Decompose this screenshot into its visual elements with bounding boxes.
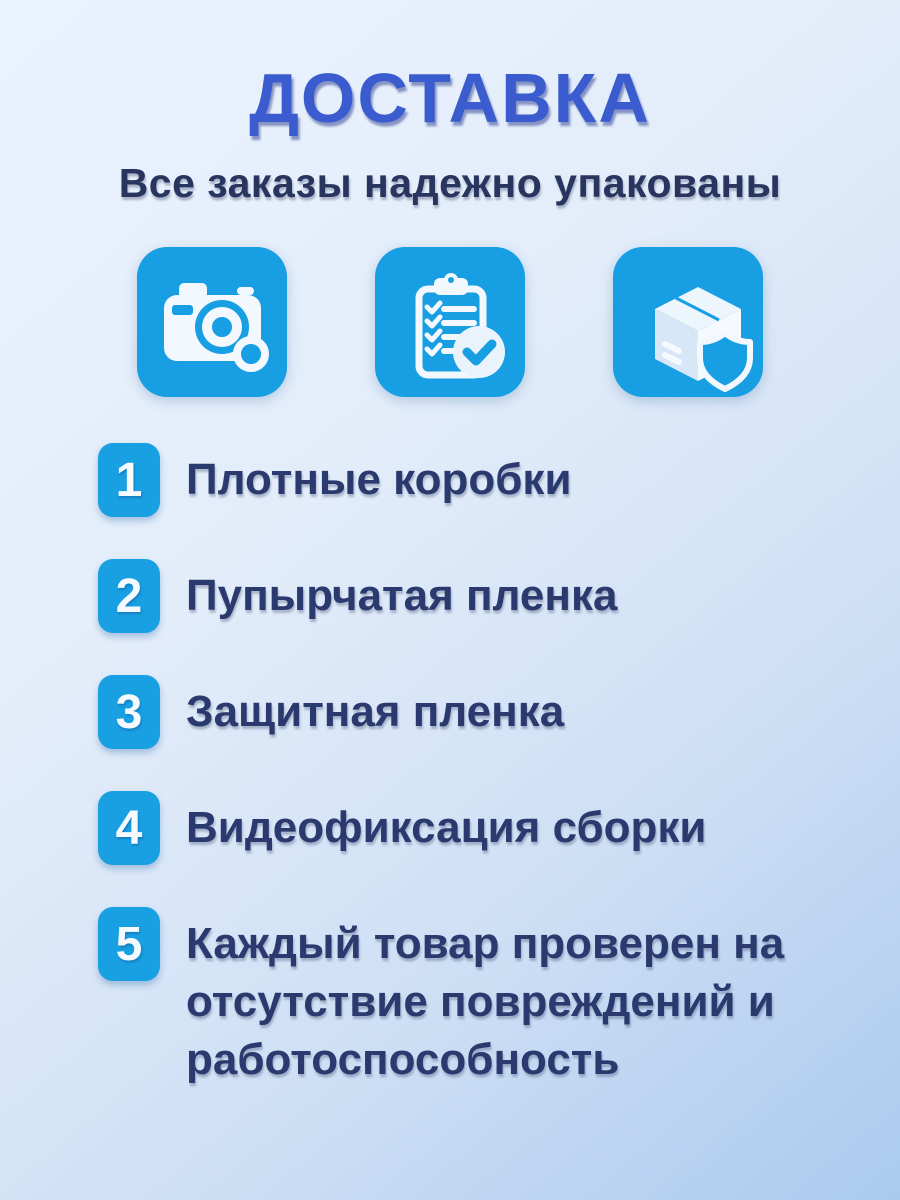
list-item [98, 675, 900, 749]
benefits-list [98, 443, 900, 1089]
number-badge: 2 [98, 559, 160, 633]
camera-icon [137, 247, 287, 397]
list-item [98, 559, 900, 633]
number-badge: 3 [98, 675, 160, 749]
list-item-label: Видеофиксация сборки [186, 803, 707, 852]
checklist-icon [375, 247, 525, 397]
list-item [98, 443, 900, 517]
list-item [98, 791, 900, 865]
list-item-label: Пупырчатая пленка [186, 571, 618, 620]
page-title: ДОСТАВКА [249, 59, 651, 137]
icon-row [0, 247, 900, 397]
list-item-label: Плотные коробки [186, 455, 572, 504]
list-item [98, 907, 900, 1089]
list-item-label: Каждый товар проверен на отсутствие повреждений и работоспособность [186, 919, 785, 1084]
list-item-label: Защитная пленка [186, 687, 565, 736]
number-badge: 1 [98, 443, 160, 517]
page-subtitle: Все заказы надежно упакованы [118, 160, 782, 206]
number-badge: 5 [98, 907, 160, 981]
number-badge: 4 [98, 791, 160, 865]
box-shield-icon [613, 247, 763, 397]
